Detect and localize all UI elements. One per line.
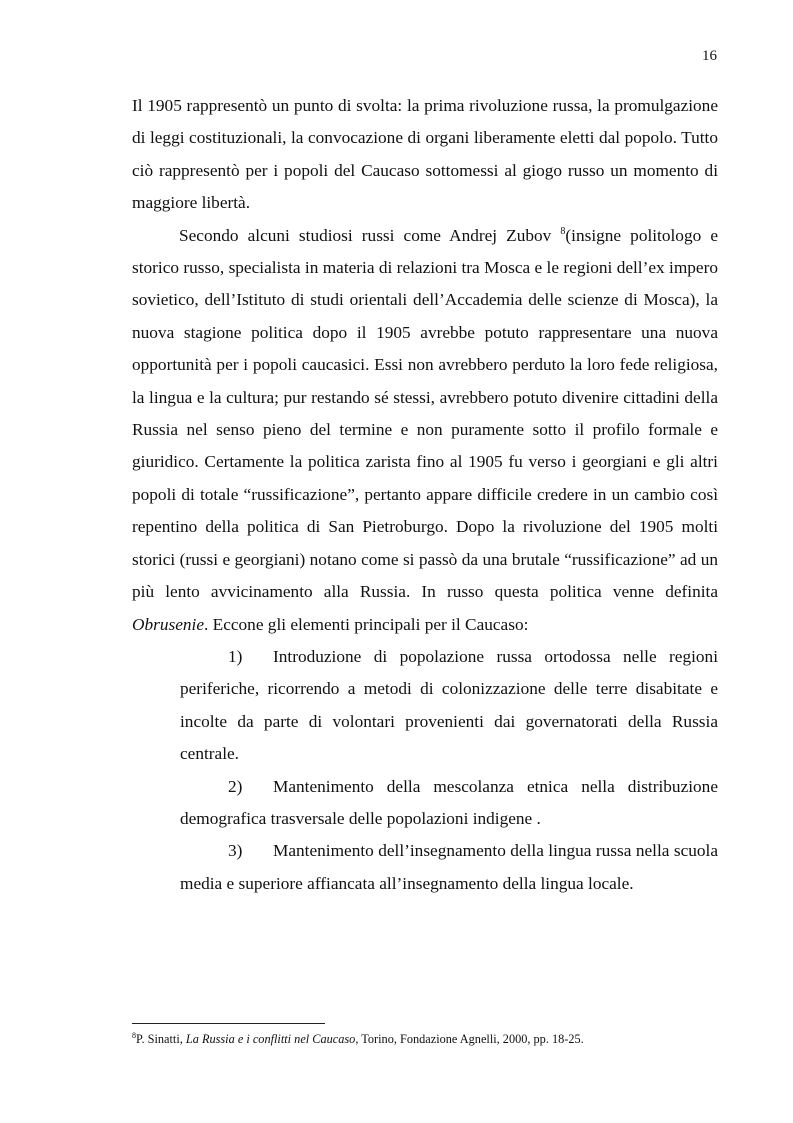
paragraph-2-text-b: (insigne politologo e storico russo, specialista in materia di relazioni tra Mosca e le regioni dell’ex impero sovietico, dell’Istituto di studi orientali dell’Accademia delle scienze di Mosca), la nuova stagione politica dopo il 1905 avrebbe potuto rappresentare una nuova opportunità per i popoli caucasici. Essi non avrebbero perduto la loro fede religiosa, la lingua e la cultura; pur restando sé stessi, avrebbero potuto divenire cittadini della Russia nel senso pieno del termine e non puramente sotto il profilo formale e giuridico. Certamente la politica zarista fino al 1905 fu verso i georgiani e gli altri popoli di totale “russificazione”, pertanto appare difficile credere in un cambio così repentino della politica di San Pietroburgo. Dopo la rivoluzione del 1905 molti storici (russi e georgiani) notano come si passò da una brutale “russificazione” ad un più lento avvicinamento alla Russia. In russo questa politica venne definita <box>132 225 718 602</box>
list-item-text: Mantenimento dell’insegnamento della lingua russa nella scuola media e superiore affiancata all’insegnamento della lingua locale. <box>180 841 718 893</box>
footnote-details: , Torino, Fondazione Agnelli, 2000, pp. 18-25. <box>355 1032 584 1046</box>
list-item-number: 3) <box>228 841 243 861</box>
footnote-title: La Russia e i conflitti nel Caucaso <box>185 1032 356 1046</box>
list-item-text: Introduzione di popolazione russa ortodossa nelle regioni periferiche, ricorrendo a metodi di colonizzazione delle terre disabitate e incolte da parte di volontari provenienti dai governatorati della Russia centrale. <box>180 646 718 764</box>
footnote-reference: 8 <box>560 225 566 237</box>
paragraph-2-text-c: . Eccone gli elementi principali per il Caucaso: <box>204 614 529 634</box>
footnote-marker: 8 <box>132 1031 136 1040</box>
list-item-number: 1) <box>228 646 243 666</box>
footnote <box>132 1031 732 1047</box>
list-item-text: Mantenimento della mescolanza etnica nella distribuzione demografica trasversale delle popolazioni indigene . <box>180 776 718 828</box>
italic-term: Obrusenie <box>132 614 204 634</box>
numbered-list <box>132 641 718 900</box>
list-item <box>180 641 718 771</box>
list-item <box>180 771 718 836</box>
list-item <box>180 835 718 900</box>
paragraph-2-text-a: Secondo alcuni studiosi russi come Andrej Zubov <box>179 225 561 245</box>
list-item-number: 2) <box>228 776 243 796</box>
paragraph-2 <box>132 220 718 641</box>
footnote-separator <box>132 1023 325 1024</box>
paragraph-1: Il 1905 rappresentò un punto di svolta: la prima rivoluzione russa, la promulgazione di leggi costituzionali, la convocazione di organi liberamente eletti dal popolo. Tutto ciò rappresentò per i popoli del Caucaso sottomessi al giogo russo un momento di maggiore libertà. <box>132 96 718 213</box>
page-number: 16 <box>702 48 717 64</box>
footnote-author: P. Sinatti, <box>136 1032 186 1046</box>
body-text <box>132 90 718 900</box>
